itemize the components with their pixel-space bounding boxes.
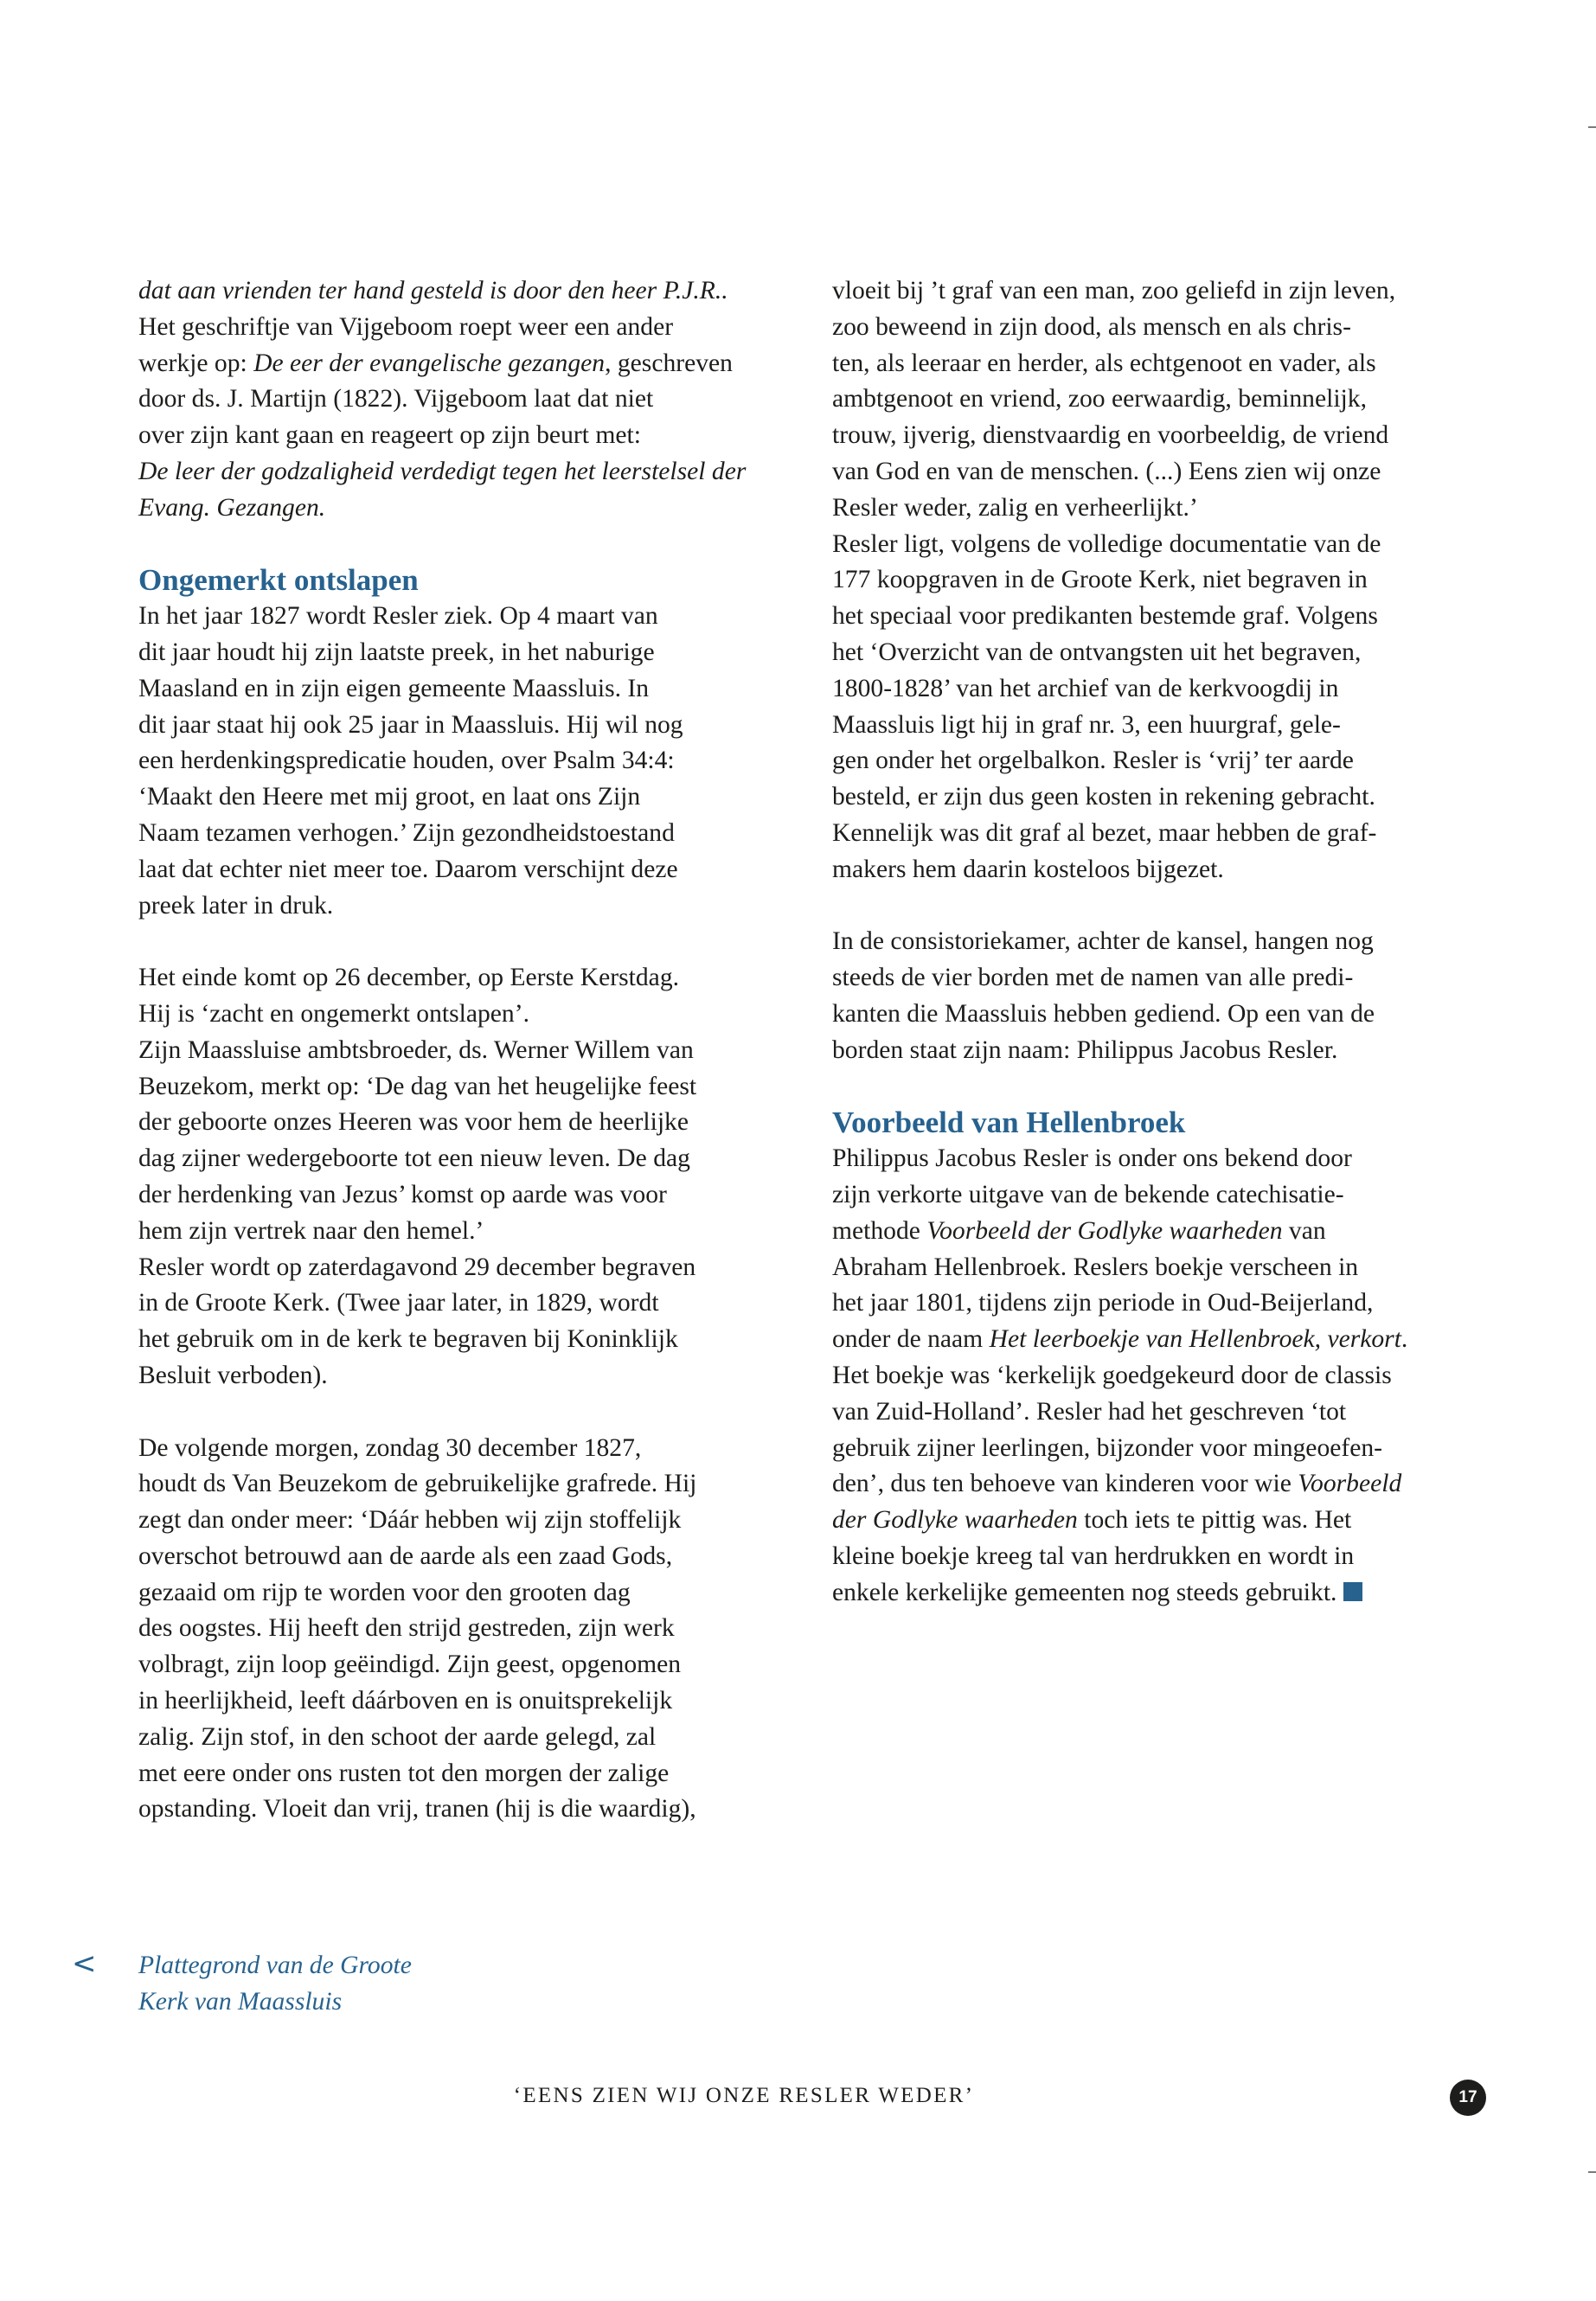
image-caption: Plattegrond van de Groote Kerk van Maassluis: [138, 1952, 412, 2016]
heading-voorbeeld-hellenbroek: Voorbeeld van Hellenbroek: [832, 1106, 1186, 1140]
hellenbroek-italic-1: Voorbeeld der Godlyke waarheden: [926, 1216, 1283, 1245]
page-number-badge: 17: [1450, 2080, 1486, 2116]
paragraph-consistory: In de consistoriekamer, achter de kansel, hangen nog steeds de vier borden met de namen van alle predi- kanten die Maassluis hebben gediend. Op een van de borden staat zijn naam: Philippus Jacobus Resler.: [832, 927, 1375, 1064]
hellenbroek-text-b: van Abraham Hellenbroek. Reslers boekje verscheen in het jaar 1801, tijdens zijn periode in Oud-Beijerland, onder de naam: [832, 1216, 1374, 1354]
intro-italic-c: De leer der godzaligheid verdedigt tegen het leerstelsel der Evang. Gezangen.: [138, 457, 747, 522]
crop-mark-top: [1588, 126, 1596, 128]
paragraph-grave: vloeit bij ’t graf van een man, zoo geliefd in zijn leven, zoo beweend in zijn dood, als mensch en als chris- ten, als leeraar en herder, als echtgenoot en vader, als ambtgenoot en vriend, zoo eerwaardig, beminnelijk, trouw, ijverig, dienstvaardig en voorbeeldig, de vriend van God en van de menschen. (...) Eens zien wij onze Resler weder, zalig en verheerlijkt.’ Resler ligt, volgens de volledige documentatie van de 177 koopgraven in de Groote Kerk, niet begraven in het speciaal voor predikanten bestemde graf. Volgens het ‘Overzicht van de ontvangsten uit het begraven, 1800-1828’ van het archief van de kerkvoogdij in Maassluis ligt hij in graf nr. 3, een huurgraf, gele- gen onder het orgelbalkon. Resler is ‘vrij’ ter aarde besteld, er zijn dus geen kosten in rekening gebracht. Kennelijk was dit graf al bezet, maar hebben de graf- makers hem daarin kosteloos bijgezet.: [832, 277, 1396, 883]
intro-paragraph: [138, 273, 800, 527]
paragraph-death: Het einde komt op 26 december, op Eerste Kerstdag. Hij is ‘zacht en ongemerkt ontslapen’. Zijn Maassluise ambtsbroeder, ds. Werner Willem van Beuzekom, merkt op: ‘De dag van het heugelijke feest der geboorte onzes Heeren was voor hem de heerlijke dag zijner wedergeboorte tot een nieuw leven. De dag der herdenking van Jezus’ komst op aarde was voor hem zijn vertrek naar den hemel.’ Resler wordt op zaterdagavond 29 december begraven in de Groote Kerk. (Twee jaar later, in 1829, wordt het gebruik om in de kerk te begraven bij Koninklijk Besluit verboden).: [138, 964, 697, 1389]
right-column: [832, 273, 1494, 1611]
heading-ongemerkt-ontslapen: Ongemerkt ontslapen: [138, 563, 419, 598]
intro-text-b: , geschreven door ds. J. Martijn (1822). Vijgeboom laat dat niet over zijn kant gaan en reageert op zijn beurt met:: [138, 349, 733, 450]
hellenbroek-text-a: Philippus Jacobus Resler is onder ons bekend door zijn verkorte uitgave van de bekende catechisatie- methode: [832, 1144, 1352, 1245]
hellenbroek-italic-3: Voorbeeld der Godlyke waarheden: [832, 1470, 1402, 1535]
hellenbroek-italic-2: Het leerboekje van Hellenbroek, verkort: [989, 1325, 1401, 1354]
left-column: [138, 273, 800, 1828]
crop-mark-bottom: [1588, 2171, 1596, 2173]
paragraph-illness: In het jaar 1827 wordt Resler ziek. Op 4 maart van dit jaar houdt hij zijn laatste preek, in het naburige Maasland en in zijn eigen gemeente Maassluis. In dit jaar staat hij ook 25 jaar in Maassluis. Hij wil nog een herdenkingspredicatie houden, over Psalm 34:4: ‘Maakt den Heere met mij groot, en laat ons Zijn Naam tezamen verhogen.’ Zijn gezondheidstoestand laat dat echter niet meer toe. Daarom verschijnt deze preek later in druk.: [138, 602, 683, 920]
caption-arrow-icon: <: [72, 1946, 97, 1981]
running-footer-title: ‘EENS ZIEN WIJ ONZE RESLER WEDER’: [513, 2084, 975, 2107]
hellenbroek-text-c: . Het boekje was ‘kerkelijk goedgekeurd door de classis van Zuid-Holland’. Resler had het geschreven ‘tot gebruik zijner leerlingen, bijzonder voor mingeoefen- den’, dus ten behoeve van kinderen voor wie: [832, 1325, 1408, 1498]
paragraph-hellenbroek: [832, 1141, 1494, 1611]
paragraph-funeral-speech: De volgende morgen, zondag 30 december 1827, houdt ds Van Beuzekom de gebruikelijke grafrede. Hij zegt dan onder meer: ‘Dáár hebben wij zijn stoffelijk overschot betrouwd aan de aarde als een zaad Gods, gezaaid om rijp te worden voor den grooten dag des oogstes. Hij heeft den strijd gestreden, zijn werk volbragt, zijn loop geëindigd. Zijn geest, opgenomen in heerlijkheid, leeft dáárboven en is onuitsprekelijk zalig. Zijn stof, in den schoot der aarde gelegd, zal met eere onder ons rusten tot den morgen der zalige opstanding. Vloeit dan vrij, tranen (hij is die waardig),: [138, 1433, 697, 1823]
hellenbroek-text-d: toch iets te pittig was. Het kleine boekje kreeg tal van herdrukken en wordt in enkele kerkelijke gemeenten nog steeds gebruikt.: [832, 1506, 1355, 1606]
intro-text-a: Het geschriftje van Vijgeboom roept weer een ander werkje op:: [138, 312, 674, 377]
end-square-icon: [1343, 1582, 1362, 1601]
intro-italic-b: De eer der evangelische gezangen: [253, 349, 606, 377]
intro-italic-a: dat aan vrienden ter hand gesteld is door den heer P.J.R..: [138, 277, 728, 304]
